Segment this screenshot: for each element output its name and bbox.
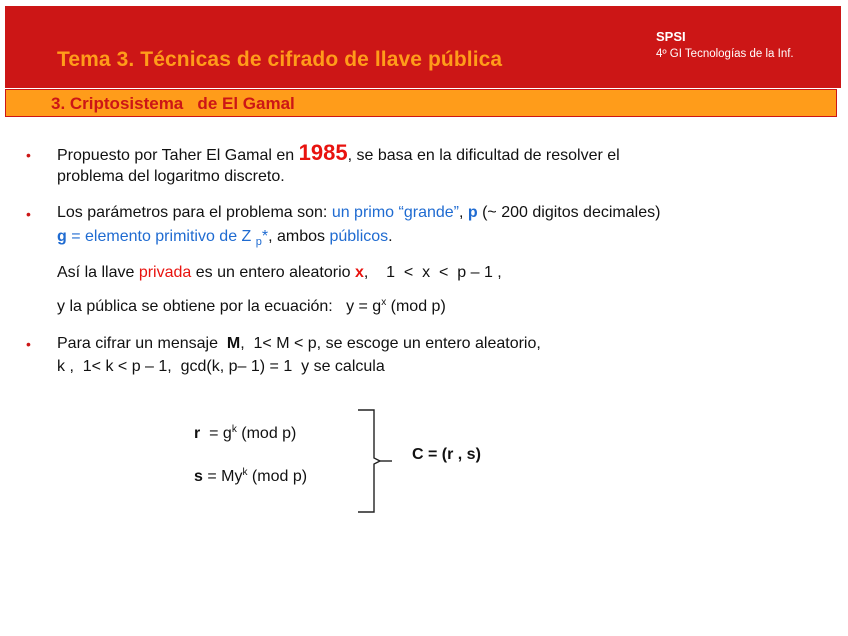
text-run: Así la llave [57, 264, 139, 281]
slide-title: Tema 3. Técnicas de cifrado de llave pública [57, 48, 503, 71]
paragraph-line: problema del logaritmo discreto. [57, 168, 285, 185]
right-brace-icon [356, 408, 396, 514]
text-run: (mod p) [236, 425, 297, 442]
paragraph-line [57, 203, 660, 223]
text-run: = g [200, 425, 232, 442]
text-run: (~ 200 digitos decimales) [477, 204, 661, 221]
bullet-icon: • [26, 206, 31, 222]
paragraph-line [57, 297, 446, 317]
m-variable: M [226, 335, 241, 352]
course-code: SPSI [656, 29, 686, 44]
exponent: x [381, 297, 387, 308]
g-definition: = elemento primitivo de Z [66, 228, 256, 245]
text-run: , se basa en la dificultad de resolver el [347, 147, 620, 164]
exponent: k [231, 424, 237, 435]
text-run: = My [202, 468, 243, 485]
text-run: es un entero aleatorio [191, 264, 355, 281]
x-variable: x [354, 264, 364, 281]
text-run: Los parámetros para el problema son: [57, 204, 332, 221]
r-variable: r [194, 425, 201, 442]
p-variable: p [467, 204, 478, 221]
exponent: k [242, 467, 248, 478]
text-run: . [388, 228, 393, 245]
text-run: (mod p) [386, 298, 446, 315]
bullet-icon: • [26, 336, 31, 352]
paragraph-line [57, 263, 502, 283]
text-run: , ambos [268, 228, 330, 245]
paragraph-line [57, 334, 541, 354]
paragraph-line [57, 227, 393, 252]
year-highlight: 1985 [298, 140, 348, 165]
private-term: privada [138, 264, 192, 281]
ciphertext-result: C = (r , s) [412, 446, 481, 463]
text-run: (mod p) [247, 468, 308, 485]
g-star: * [261, 228, 269, 245]
prime-term: un primo “grande” [331, 204, 459, 221]
formula-r [194, 424, 296, 444]
text-run: y la pública se obtiene por la ecuación: y = g [57, 298, 382, 315]
paragraph-line [57, 140, 620, 166]
formula-s [194, 467, 307, 487]
text-run: Propuesto por Taher El Gamal en [57, 147, 299, 164]
paragraph-line: k , 1< k < p – 1, gcd(k, p– 1) = 1 y se calcula [57, 358, 385, 375]
public-term: públicos [329, 228, 389, 245]
text-run: , 1 < x < p – 1 , [363, 264, 502, 281]
s-variable: s [194, 468, 203, 485]
course-name: 4º GI Tecnologías de la Inf. [656, 48, 794, 60]
g-subscript: p [255, 236, 262, 248]
g-variable: g [57, 228, 67, 245]
section-title: 3. Criptosistema de El Gamal [51, 94, 295, 113]
text-run: , [458, 204, 468, 221]
text-run: , 1< M < p, se escoge un entero aleatorio, [240, 335, 541, 352]
text-run: Para cifrar un mensaje [57, 335, 227, 352]
bullet-icon: • [26, 147, 31, 163]
